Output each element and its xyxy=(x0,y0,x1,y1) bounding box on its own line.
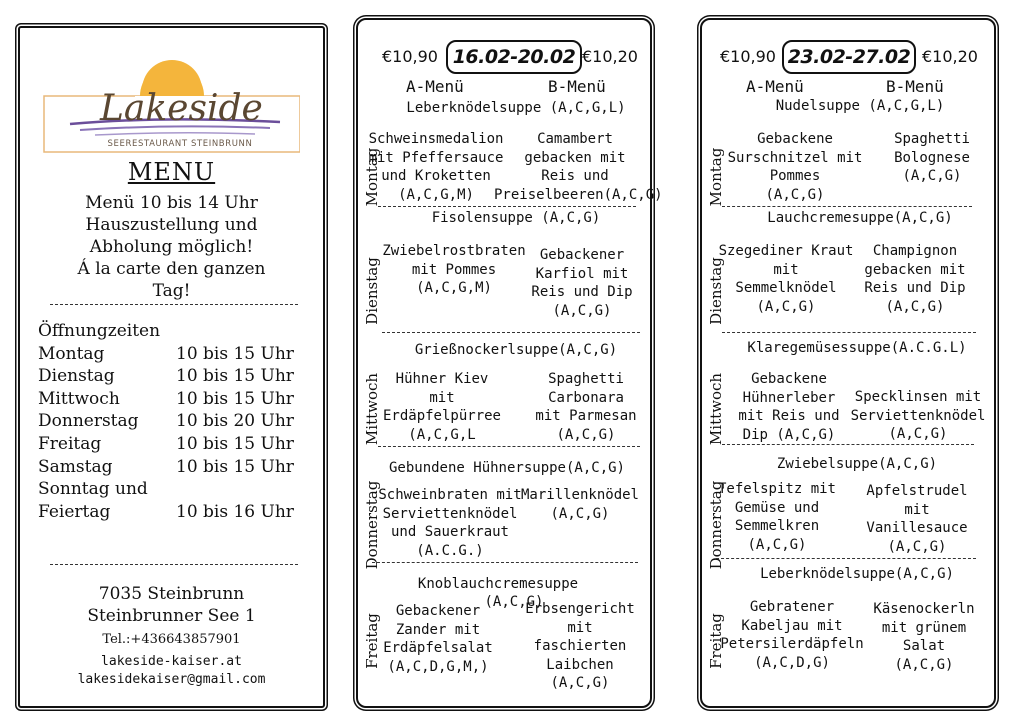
hours-time: 10 bis 15 Uhr xyxy=(176,456,294,477)
hours-row xyxy=(38,410,308,433)
hours-row xyxy=(38,456,308,479)
day-label: Mittwoch xyxy=(363,372,381,446)
soup: Fisolensuppe (A,C,G) xyxy=(431,210,601,226)
week-menu-panel-2 xyxy=(700,18,996,708)
info-text xyxy=(20,192,323,302)
hours-time: 10 bis 15 Uhr xyxy=(176,388,294,409)
menu-title: MENU xyxy=(127,158,216,186)
price-b: €10,20 xyxy=(582,47,638,66)
dish-a: Hühner Kiev mit Erdäpfelpürree (A,C,G,L xyxy=(382,371,501,443)
hours-day: Montag xyxy=(38,343,105,364)
day-label: Dienstag xyxy=(363,257,381,325)
dish-b: Specklinsen mit Serviettenknödel (A,C,G) xyxy=(850,389,986,442)
info-line: Hauszustellung und xyxy=(85,215,258,235)
dish-b: Spaghetti Carbonara mit Parmesan (A,C,G) xyxy=(535,371,637,443)
phone: Tel.:+436643857901 xyxy=(102,632,241,647)
hours-day: Mittwoch xyxy=(38,388,120,409)
hours-title: Öffnungzeiten xyxy=(38,321,161,341)
day-label: Donnerstag xyxy=(363,480,381,570)
divider xyxy=(382,332,640,333)
hours-row xyxy=(38,478,308,501)
info-line: Menü 10 bis 14 Uhr xyxy=(85,193,258,213)
soup: Leberknödelsuppe(A,C,G) xyxy=(760,566,954,582)
dish-a: Gebackene Surschnitzel mit Pommes (A,C,G) xyxy=(727,131,863,203)
address-line1: 7035 Steinbrunn xyxy=(98,584,245,604)
dish-b: Gebackener Karfiol mit Reis und Dip (A,C,G) xyxy=(531,247,633,319)
hours-row xyxy=(38,365,308,388)
day-label: Montag xyxy=(363,147,381,207)
hours-row xyxy=(38,388,308,411)
logo-tagline: SEERESTAURANT STEINBRUNN xyxy=(107,139,253,149)
website-link[interactable]: lakeside-kaiser.at xyxy=(101,654,242,669)
hours-day: Freitag xyxy=(38,433,102,454)
price-b: €10,20 xyxy=(922,47,978,66)
dish-b: Erbsengericht mit faschierten Laibchen (A,C,G) xyxy=(525,601,635,691)
divider xyxy=(378,446,640,447)
dish-a: Gebratener Kabeljau mit Petersilerdäpfeln (A,C,D,G) xyxy=(720,599,864,671)
dish-a: Szegediner Kraut mit Semmelknödel (A,C,G) xyxy=(718,243,854,315)
soup: Leberknödelsuppe (A,C,G,L) xyxy=(406,100,626,116)
divider xyxy=(722,206,972,207)
info-line: Tag! xyxy=(152,281,191,301)
col-header-a: A-Menü xyxy=(746,77,804,96)
soup: Lauchcremesuppe(A,C,G) xyxy=(767,210,953,226)
hours-time: 10 bis 15 Uhr xyxy=(176,343,294,364)
info-line: Á la carte den ganzen xyxy=(77,259,266,279)
soup-allergens: (A,C,G) xyxy=(484,594,544,610)
soup: Zwiebelsuppe(A,C,G) xyxy=(776,456,938,472)
day-label: Dienstag xyxy=(707,257,725,325)
divider xyxy=(722,332,976,333)
day-label: Mittwoch xyxy=(707,372,725,446)
day-label: Freitag xyxy=(363,613,381,669)
price-a: €10,90 xyxy=(720,47,776,66)
price-a: €10,90 xyxy=(382,47,438,66)
week-date: 23.02-27.02 xyxy=(782,40,916,74)
day-label: Donnerstag xyxy=(707,480,725,570)
dish-b: Spaghetti Bolognese (A,C,G) xyxy=(894,131,970,184)
info-line: Abholung möglich! xyxy=(89,237,254,257)
hours-row xyxy=(38,501,308,524)
soup: Gebundene Hühnersuppe(A,C,G) xyxy=(388,460,625,476)
divider xyxy=(372,562,638,563)
dish-a: Schweinbraten mit Serviettenknödel und Sauerkraut (A.C.G.) xyxy=(378,487,522,559)
email-link[interactable]: lakesidekaiser@gmail.com xyxy=(77,672,266,687)
divider xyxy=(378,206,636,207)
hours-day: Dienstag xyxy=(38,366,115,387)
dish-b: Champignon gebacken mit Reis und Dip (A,C,G) xyxy=(864,243,966,315)
week-menu-panel-1 xyxy=(356,18,663,708)
opening-hours xyxy=(38,320,308,523)
day-label: Freitag xyxy=(707,613,725,669)
divider xyxy=(716,558,976,559)
col-header-b: B-Menü xyxy=(886,77,944,96)
week-date: 16.02-20.02 xyxy=(446,40,582,74)
divider xyxy=(50,304,298,305)
hours-row xyxy=(38,433,308,456)
hours-row xyxy=(38,343,308,366)
lakeside-logo xyxy=(40,52,300,156)
hours-time: 10 bis 15 Uhr xyxy=(176,433,294,454)
dish-b: Käsenockerln mit grünem Salat (A,C,G) xyxy=(873,601,975,673)
dish-a: Tefelspitz mit Gemüse und Semmelkren (A,C,G) xyxy=(717,481,836,553)
dish-b: Marillenknödel (A,C,G) xyxy=(520,487,639,522)
col-header-b: B-Menü xyxy=(548,77,606,96)
col-header-a: A-Menü xyxy=(406,77,464,96)
hours-day: Sonntag und xyxy=(38,479,148,500)
dish-b: Camambert gebacken mit Reis und Preiselbeeren(A,C,G) xyxy=(494,131,663,203)
address-line2: Steinbrunner See 1 xyxy=(87,606,256,626)
hours-day: Donnerstag xyxy=(38,411,139,432)
dish-a: Schweinsmedalion mit Pfeffersauce und Kroketten (A,C,G,M) xyxy=(368,131,504,203)
hours-time: 10 bis 15 Uhr xyxy=(176,366,294,387)
soup: Grießnockerlsuppe(A,C,G) xyxy=(414,342,618,358)
hours-day: Feiertag xyxy=(38,501,111,522)
hours-day: Samstag xyxy=(38,456,113,477)
hours-time: 10 bis 20 Uhr xyxy=(176,411,294,432)
dish-b: Apfelstrudel mit Vanillesauce (A,C,G) xyxy=(866,483,968,555)
divider xyxy=(722,444,974,445)
logo-name: Lakeside xyxy=(100,88,263,129)
dish-a: Gebackene Hühnerleber mit Reis und Dip (A,C,G) xyxy=(738,371,840,443)
divider xyxy=(50,564,298,565)
info-panel xyxy=(18,26,325,708)
day-label: Montag xyxy=(707,147,725,207)
dish-a: Gebackener Zander mit Erdäpfelsalat (A,C,D,G,M,) xyxy=(383,603,493,675)
soup: Knoblauchcremesuppe xyxy=(417,576,579,592)
soup: Klaregemüsessuppe(A.C.G.L) xyxy=(747,340,967,356)
soup: Nudelsuppe (A,C,G,L) xyxy=(775,98,945,114)
dish-a: Zwiebelrostbraten mit Pommes (A,C,G,M) xyxy=(382,243,526,296)
hours-time: 10 bis 16 Uhr xyxy=(176,501,294,522)
